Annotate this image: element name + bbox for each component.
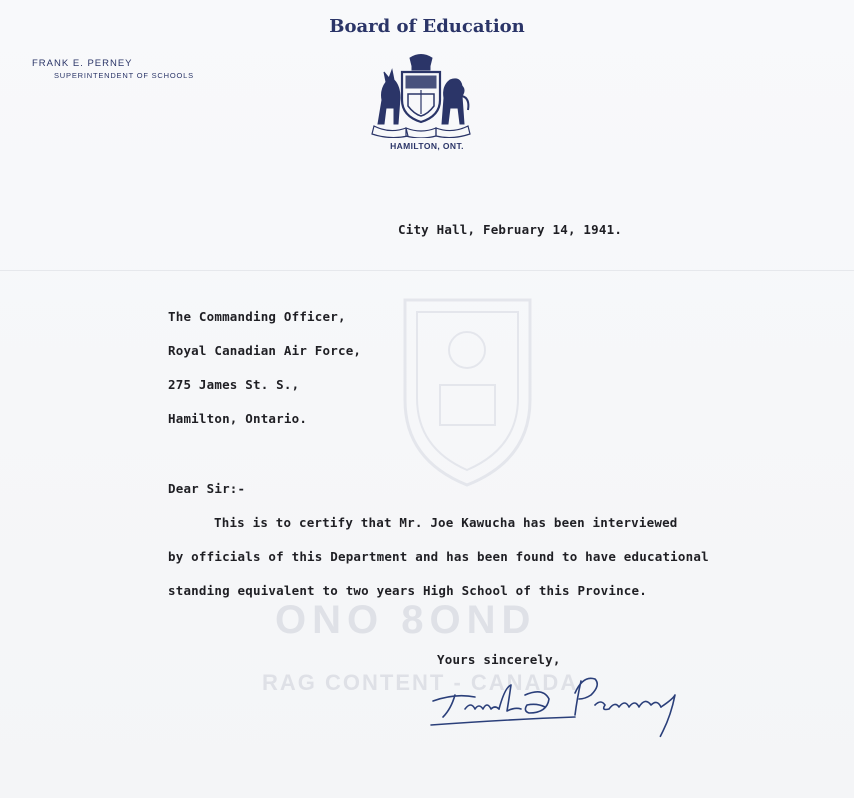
paper-fold-line [0, 270, 854, 271]
salutation: Dear Sir:- [168, 481, 246, 496]
letterhead-title-text: Board of Education [329, 16, 525, 37]
sender-name: FRANK E. PERNEY [32, 58, 133, 69]
closing: Yours sincerely, [437, 652, 561, 667]
recipient-line: Hamilton, Ontario. [168, 411, 308, 426]
recipient-line: The Commanding Officer, [168, 309, 346, 324]
sender-title: SUPERINTENDENT OF SCHOOLS [54, 71, 194, 80]
coat-of-arms-icon [370, 52, 472, 138]
paragraph-line: standing equivalent to two years High School of this Province. [168, 583, 647, 598]
letterhead-title [0, 16, 854, 37]
signature-icon [425, 665, 690, 745]
letterhead-city: HAMILTON, ONT. [390, 141, 464, 151]
paragraph-line: by officials of this Department and has been found to have educational [168, 549, 709, 564]
watermark-crest-icon [385, 280, 550, 490]
watermark-text-line1: ONO 8OND [275, 598, 537, 642]
recipient-line: Royal Canadian Air Force, [168, 343, 362, 358]
recipient-line: 275 James St. S., [168, 377, 300, 392]
date-line: City Hall, February 14, 1941. [398, 222, 623, 237]
paragraph-line: This is to certify that Mr. Joe Kawucha has been interviewed [214, 515, 678, 530]
watermark-text-line2: RAG CONTENT - CANADA [262, 670, 579, 695]
